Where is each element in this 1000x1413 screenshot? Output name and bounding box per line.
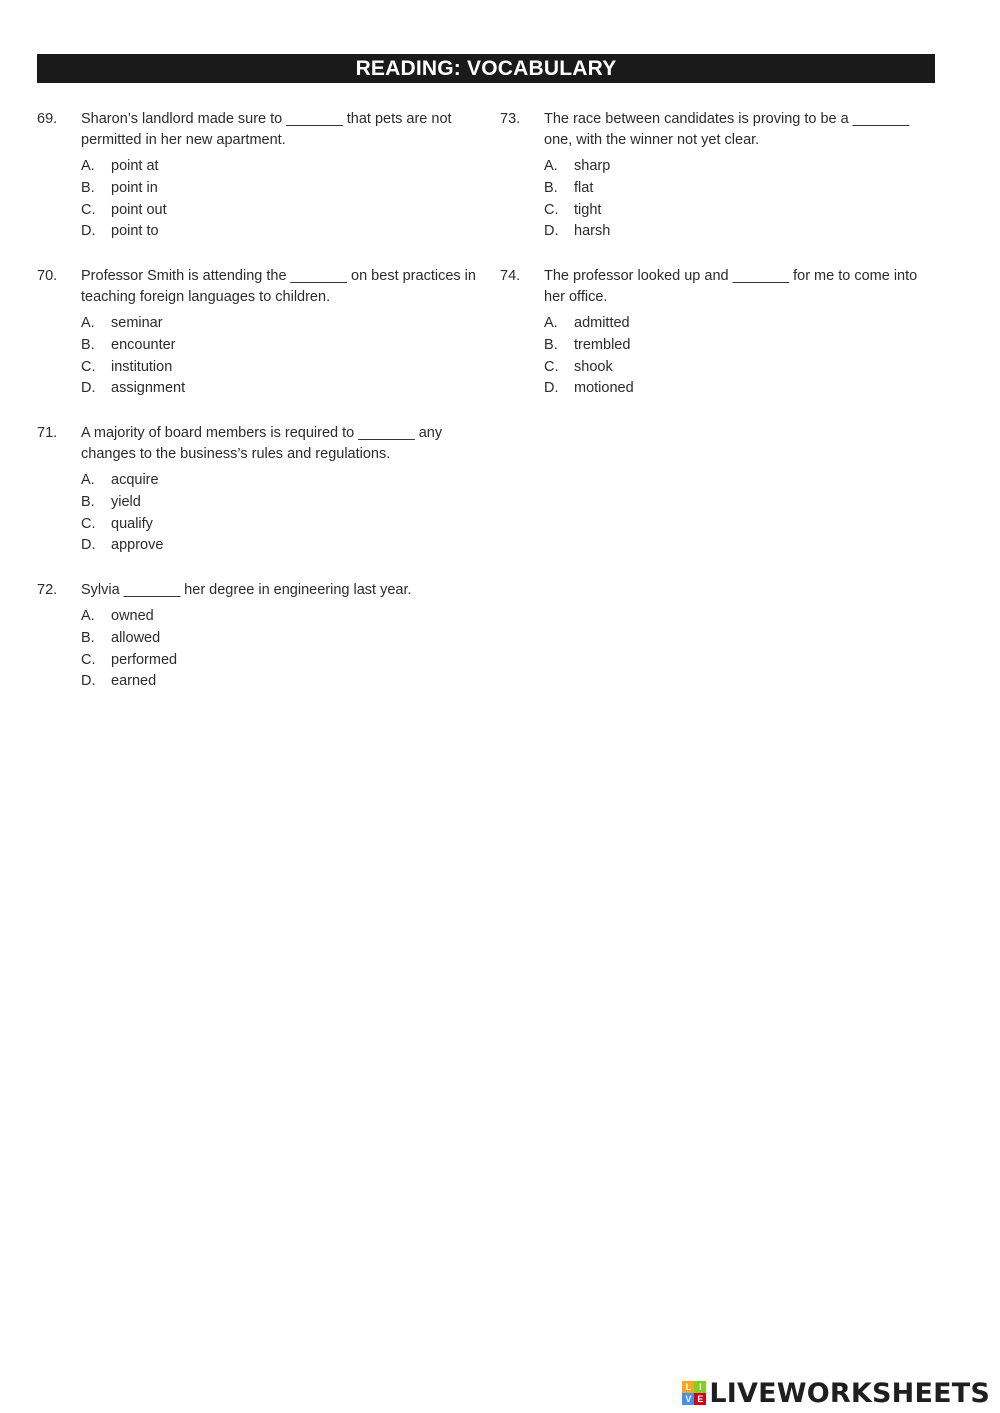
question-74 [500, 266, 940, 400]
option-a[interactable] [37, 606, 477, 628]
question-72 [37, 580, 477, 693]
logo-badge-letter: L [682, 1381, 694, 1393]
question-text: A majority of board members is required to _______ any changes to the business’s rules and regulations. [81, 425, 443, 462]
option-a[interactable] [500, 156, 940, 178]
option-letter: A. [81, 472, 95, 488]
option-a[interactable] [500, 313, 940, 335]
option-d[interactable] [37, 221, 477, 243]
option-text: approve [111, 537, 164, 554]
option-letter: A. [544, 158, 558, 174]
option-letter: C. [544, 201, 559, 218]
option-text: shook [574, 358, 613, 375]
option-letter: D. [81, 380, 96, 397]
option-text: assignment [111, 380, 186, 397]
option-b[interactable] [37, 178, 477, 200]
option-text: point out [111, 201, 167, 218]
options-list [37, 313, 477, 400]
option-text: qualify [111, 515, 153, 532]
question-number: 74. [500, 268, 521, 284]
question-text: Professor Smith is attending the _______ on best practices in teaching foreign languages to children. [81, 268, 476, 305]
option-letter: B. [81, 336, 95, 353]
option-letter: B. [544, 336, 558, 353]
option-c[interactable] [37, 200, 477, 222]
option-letter: D. [544, 223, 559, 240]
option-letter: A. [544, 315, 558, 331]
logo-badge-letter: E [694, 1393, 706, 1405]
option-letter: A. [81, 315, 95, 331]
option-text: harsh [574, 223, 611, 240]
question-text: The professor looked up and _______ for me to come into her office. [544, 268, 918, 305]
option-d[interactable] [500, 221, 940, 243]
option-c[interactable] [37, 650, 477, 672]
option-letter: C. [81, 515, 96, 532]
option-text: motioned [574, 380, 634, 397]
option-a[interactable] [37, 470, 477, 492]
options-list [37, 470, 477, 557]
option-letter: A. [81, 608, 95, 624]
option-d[interactable] [37, 535, 477, 557]
option-b[interactable] [37, 628, 477, 650]
option-letter: A. [81, 158, 95, 174]
question-text: Sharon’s landlord made sure to _______ that pets are not permitted in her new apartment. [81, 111, 452, 148]
page-title: READING: VOCABULARY [37, 54, 935, 83]
option-text: yield [111, 493, 141, 510]
option-text: earned [111, 673, 157, 690]
question-number: 70. [37, 268, 58, 284]
liveworksheets-logo[interactable] [682, 1378, 990, 1408]
option-text: sharp [574, 158, 611, 174]
option-b[interactable] [37, 492, 477, 514]
liveworksheets-logo-icon [682, 1381, 706, 1405]
logo-text: LIVEWORKSHEETS [709, 1377, 990, 1409]
option-text: allowed [111, 629, 161, 646]
option-letter: C. [544, 358, 559, 375]
question-text: The race between candidates is proving to be a _______ one, with the winner not yet clear. [544, 111, 910, 148]
question-70 [37, 266, 477, 400]
question-number: 72. [37, 582, 58, 598]
option-letter: C. [81, 201, 96, 218]
option-letter: D. [81, 537, 96, 554]
question-number: 73. [500, 111, 521, 127]
option-letter: B. [81, 179, 95, 196]
options-list [500, 313, 940, 400]
option-text: admitted [574, 315, 630, 331]
option-text: point at [111, 158, 159, 174]
question-73 [500, 109, 940, 243]
option-text: point to [111, 223, 159, 240]
logo-badge-letter: I [694, 1381, 706, 1393]
option-letter: D. [544, 380, 559, 397]
option-b[interactable] [500, 178, 940, 200]
option-a[interactable] [37, 313, 477, 335]
options-list [37, 606, 477, 693]
question-text: Sylvia _______ her degree in engineering last year. [81, 582, 412, 598]
options-list [500, 156, 940, 243]
option-text: seminar [111, 315, 163, 331]
option-d[interactable] [500, 378, 940, 400]
option-letter: D. [81, 223, 96, 240]
options-list [37, 156, 477, 243]
option-text: institution [111, 358, 173, 375]
question-number: 69. [37, 111, 58, 127]
option-d[interactable] [37, 671, 477, 693]
option-text: encounter [111, 336, 176, 353]
option-text: tight [574, 201, 602, 218]
option-text: flat [574, 179, 594, 196]
option-c[interactable] [37, 357, 477, 379]
option-b[interactable] [37, 335, 477, 357]
option-letter: B. [544, 179, 558, 196]
option-letter: C. [81, 651, 96, 668]
option-d[interactable] [37, 378, 477, 400]
option-a[interactable] [37, 156, 477, 178]
question-69 [37, 109, 477, 243]
option-b[interactable] [500, 335, 940, 357]
option-text: performed [111, 651, 178, 668]
option-text: point in [111, 179, 158, 196]
option-text: owned [111, 608, 154, 624]
option-letter: B. [81, 629, 95, 646]
option-letter: C. [81, 358, 96, 375]
option-text: acquire [111, 472, 159, 488]
option-c[interactable] [37, 514, 477, 536]
question-number: 71. [37, 425, 58, 441]
option-c[interactable] [500, 357, 940, 379]
option-text: trembled [574, 336, 631, 353]
option-letter: B. [81, 493, 95, 510]
option-letter: D. [81, 673, 96, 690]
question-71 [37, 423, 477, 557]
logo-badge-letter: V [682, 1393, 694, 1405]
option-c[interactable] [500, 200, 940, 222]
